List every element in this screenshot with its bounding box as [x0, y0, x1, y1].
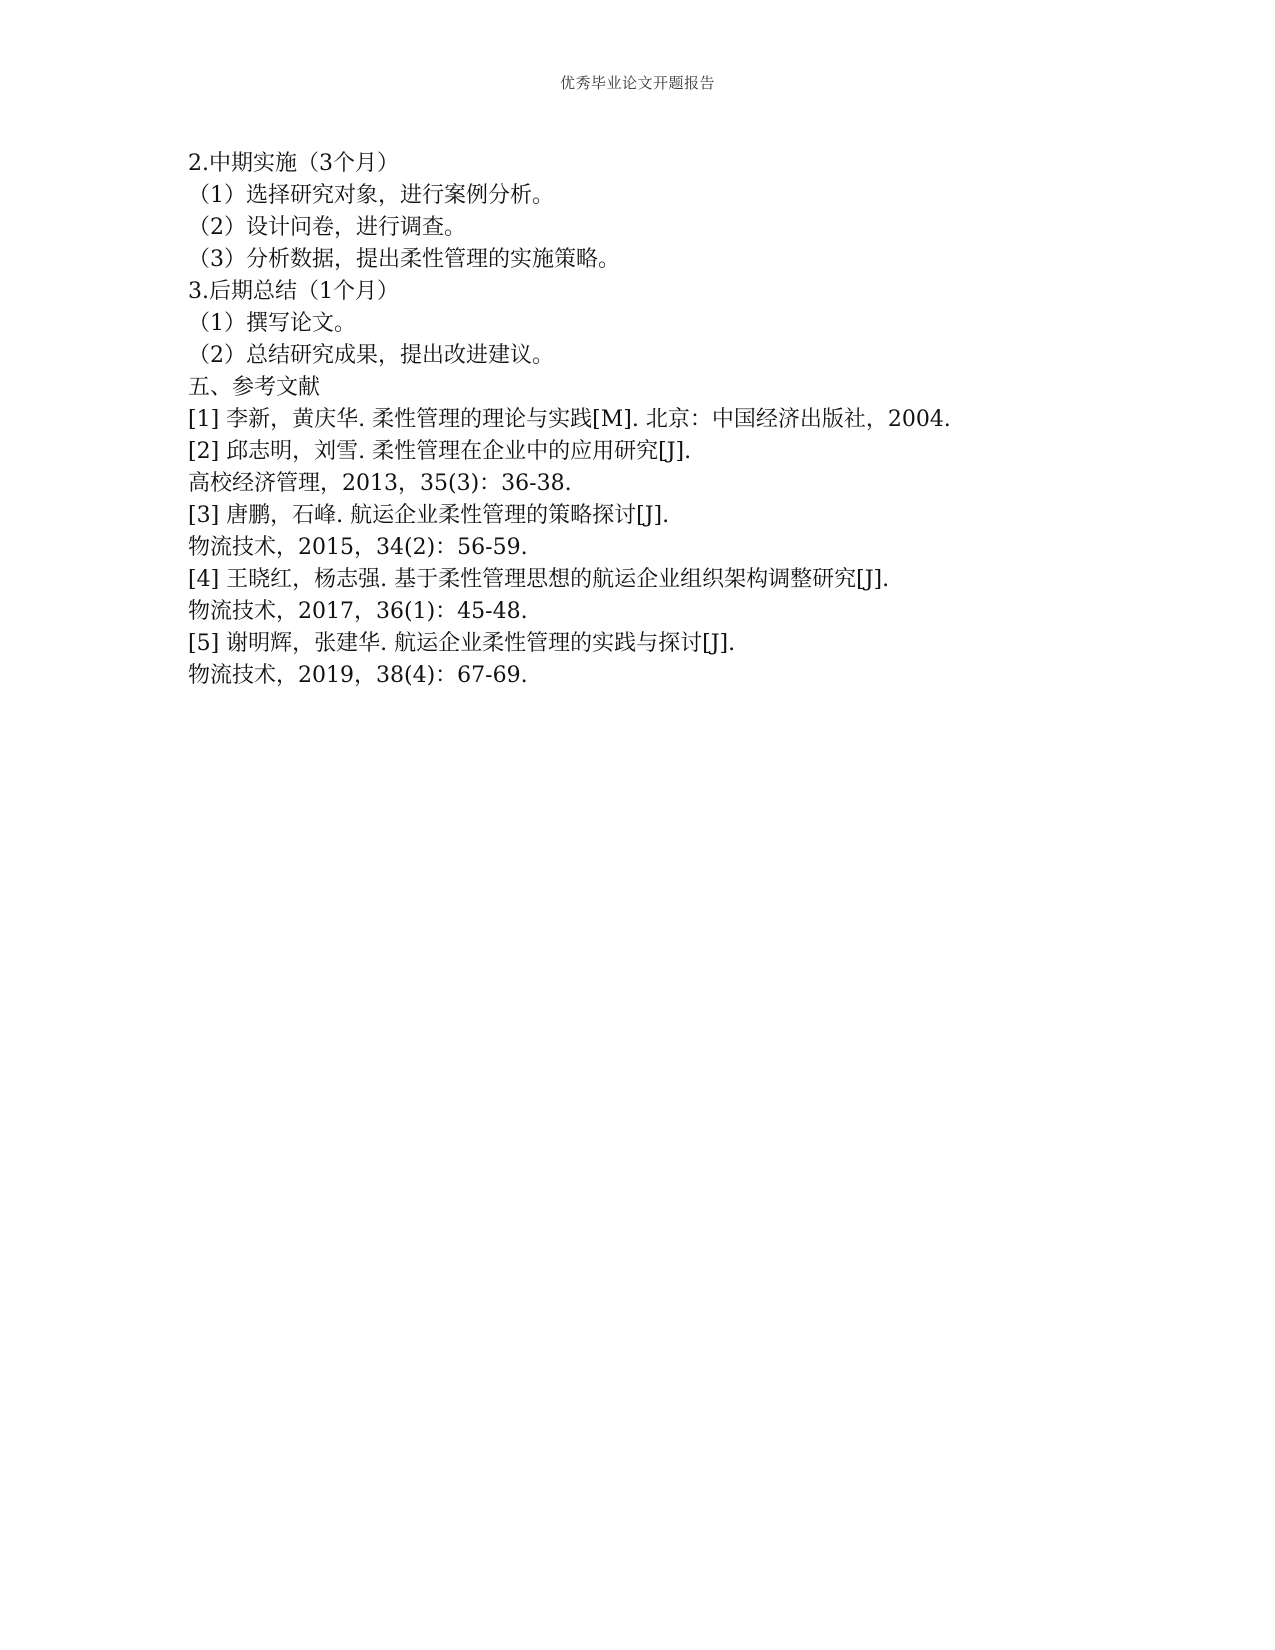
references-heading: 五、参考文献	[188, 375, 321, 400]
phase-mid-step-2: （2）设计问卷，进行调查。	[188, 215, 466, 240]
document-body	[188, 148, 1088, 692]
reference-5-source: 物流技术，2019，38(4)：67-69.	[188, 663, 528, 688]
reference-3-source: 物流技术，2015，34(2)：56-59.	[188, 535, 528, 560]
phase-mid-step-1: （1）选择研究对象，进行案例分析。	[188, 183, 554, 208]
reference-4: [4] 王晓红，杨志强. 基于柔性管理思想的航运企业组织架构调整研究[J].	[188, 567, 890, 592]
reference-1: [1] 李新，黄庆华. 柔性管理的理论与实践[M]. 北京：中国经济出版社，2004.	[188, 407, 951, 432]
phase-mid-step-3: （3）分析数据，提出柔性管理的实施策略。	[188, 247, 620, 272]
running-header: 优秀毕业论文开题报告	[559, 74, 715, 92]
reference-2-source: 高校经济管理，2013，35(3)：36-38.	[188, 471, 572, 496]
reference-2: [2] 邱志明，刘雪. 柔性管理在企业中的应用研究[J].	[188, 439, 692, 464]
reference-3: [3] 唐鹏，石峰. 航运企业柔性管理的策略探讨[J].	[188, 503, 670, 528]
phase-mid-heading: 2.中期实施（3个月）	[188, 151, 399, 176]
reference-4-source: 物流技术，2017，36(1)：45-48.	[188, 599, 528, 624]
phase-final-step-2: （2）总结研究成果，提出改进建议。	[188, 343, 554, 368]
phase-final-heading: 3.后期总结（1个月）	[188, 279, 399, 304]
reference-5: [5] 谢明辉，张建华. 航运企业柔性管理的实践与探讨[J].	[188, 631, 736, 656]
phase-final-step-1: （1）撰写论文。	[188, 311, 356, 336]
